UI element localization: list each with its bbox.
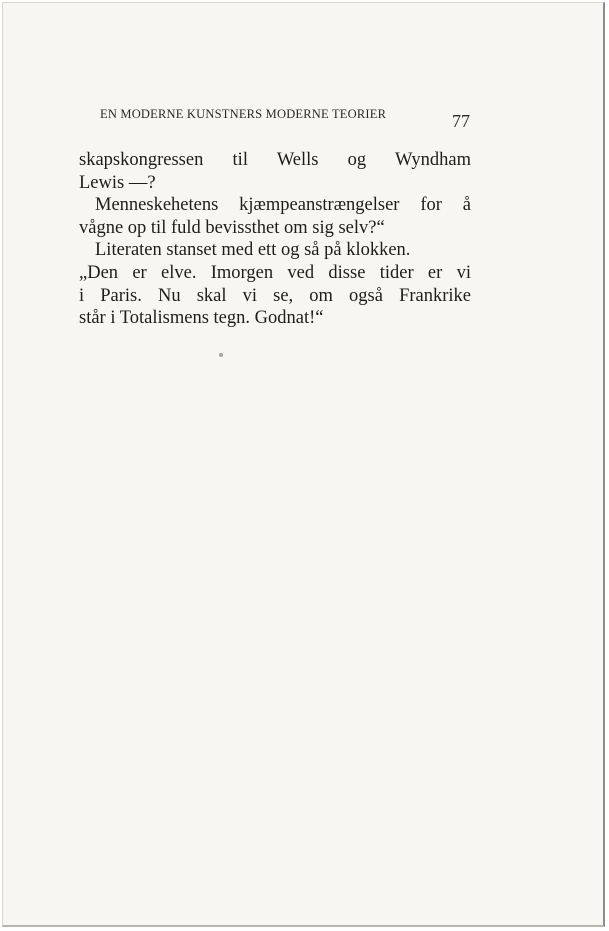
text-line: i Paris. Nu skal vi se, om også Frankrike [79,285,471,306]
page-number: 77 [452,111,470,131]
text-line: „Den er elve. Imorgen ved disse tider er vi [79,262,471,283]
text-line: Lewis —? [79,172,156,193]
running-title: EN MODERNE KUNSTNERS MODERNE TEORIER [100,107,387,121]
text-line: Menneskehetens kjæmpeanstrængelser for å [95,195,471,216]
text-line: Literaten stanset med ett og så på klokken. [95,240,411,261]
text-line: står i Totalismens tegn. Godnat!“ [79,308,324,329]
text-line: skapskongressen til Wells og Wyndham [79,150,471,170]
body-text [79,149,471,330]
ink-speck [219,353,223,357]
book-page [2,2,605,927]
text-line: vågne op til fuld bevissthet om sig selv?“ [79,217,385,238]
